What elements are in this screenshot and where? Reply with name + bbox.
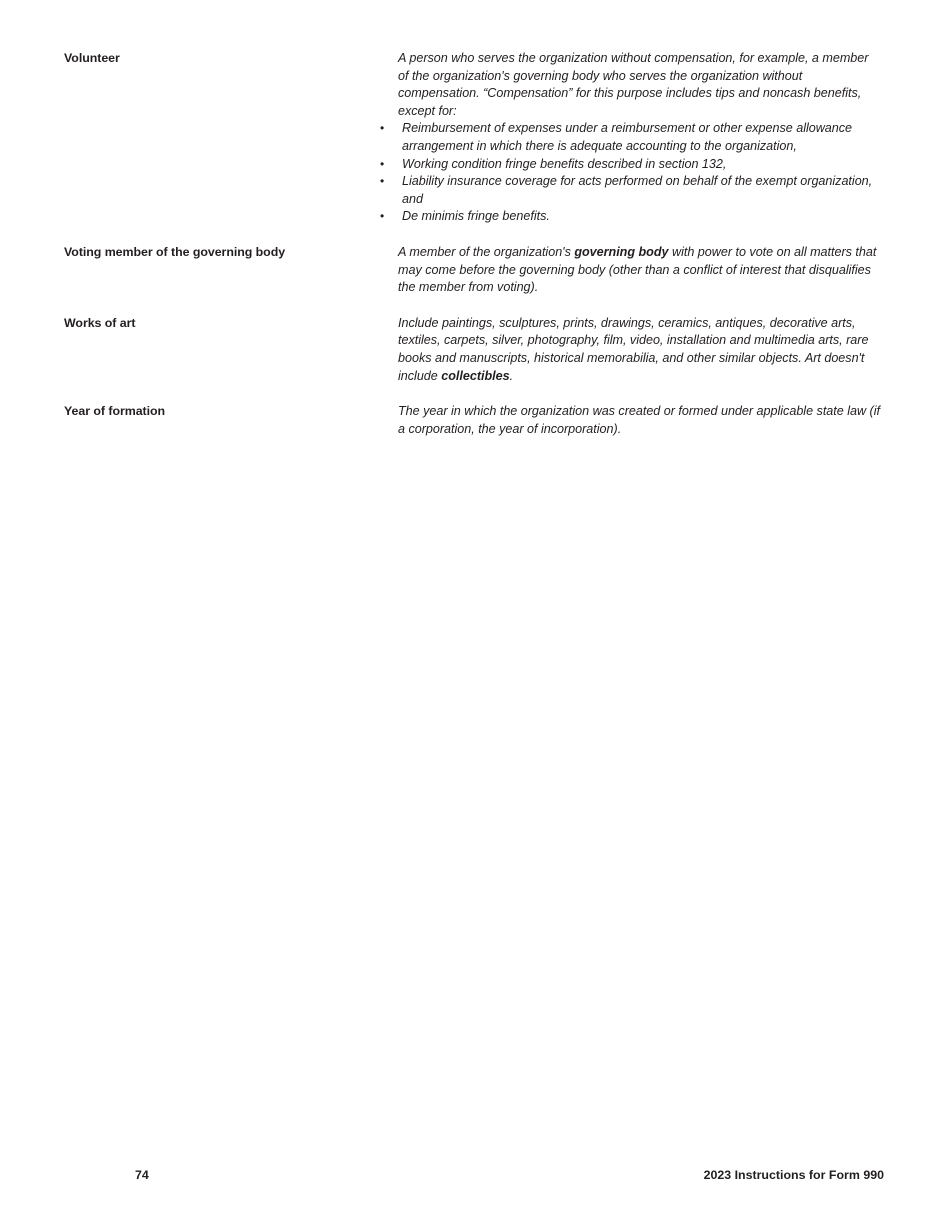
- list-item: [380, 120, 888, 155]
- definition-text-part2: with power to vote on all matters that may come before the governing body (other than a conflict of interest that disqualifies the member from voting).: [398, 244, 877, 295]
- glossary-definition-volunteer: [380, 50, 880, 226]
- glossary-definition-year-of-formation: The year in which the organization was created or formed under applicable state law (if a corporation, the year of incorporation).: [398, 404, 880, 436]
- glossary-definition-list: [64, 50, 880, 438]
- definition-text-part1: Include paintings, sculptures, prints, drawings, ceramics, antiques, decorative arts, textiles, carpets, silver, photography, film, video, installation and multimedia arts, rare books and manuscripts, historical memorabilia, and other similar objects. Art doesn't include: [398, 315, 869, 383]
- glossary-entry-works-of-art: [64, 315, 880, 385]
- definition-text-part1: A member of the organization's: [398, 244, 575, 259]
- bullet-icon: •: [380, 209, 385, 224]
- list-item: [380, 156, 888, 174]
- list-item: [380, 208, 888, 226]
- glossary-term-voting-member: Voting member of the governing body: [64, 244, 286, 259]
- glossary-term-volunteer: Volunteer: [64, 51, 120, 65]
- list-item-text: De minimis fringe benefits.: [402, 209, 550, 224]
- definition-intro-paragraph: A person who serves the organization without compensation, for example, a member of the organization's governing body who serves the organization without compensation. “Compensation” for this purpose includes tips and noncash benefits, except for:: [398, 51, 869, 118]
- definition-text-part2: .: [509, 368, 514, 383]
- page-footer: [64, 1167, 886, 1187]
- glossary-entry-year-of-formation: [64, 403, 880, 438]
- bullet-icon: •: [380, 121, 385, 136]
- footer-page-number: 74: [135, 1168, 149, 1182]
- glossary-term-works-of-art: Works of art: [64, 315, 136, 330]
- definition-emphasis-collectibles: collectibles: [441, 368, 510, 383]
- glossary-definition-works-of-art: [398, 315, 880, 385]
- bullet-icon: •: [380, 156, 385, 171]
- glossary-definition-voting-member: [398, 244, 880, 297]
- bullet-icon: •: [380, 174, 385, 189]
- list-item-text: Working condition fringe benefits described in section 132,: [402, 156, 727, 171]
- definition-exception-list: [380, 120, 888, 226]
- list-item-text: Reimbursement of expenses under a reimbursement or other expense allowance arrangement in which there is adequate accounting to the organization,: [402, 121, 853, 153]
- glossary-entry-voting-member: [64, 244, 880, 297]
- footer-form-reference: 2023 Instructions for Form 990: [703, 1168, 884, 1182]
- glossary-term-year-of-formation: Year of formation: [64, 404, 166, 419]
- definition-emphasis-governing-body: governing body: [574, 244, 669, 259]
- list-item-text: Liability insurance coverage for acts performed on behalf of the exempt organization, and: [402, 174, 873, 206]
- list-item: [380, 173, 888, 208]
- glossary-entry-volunteer: [64, 50, 880, 226]
